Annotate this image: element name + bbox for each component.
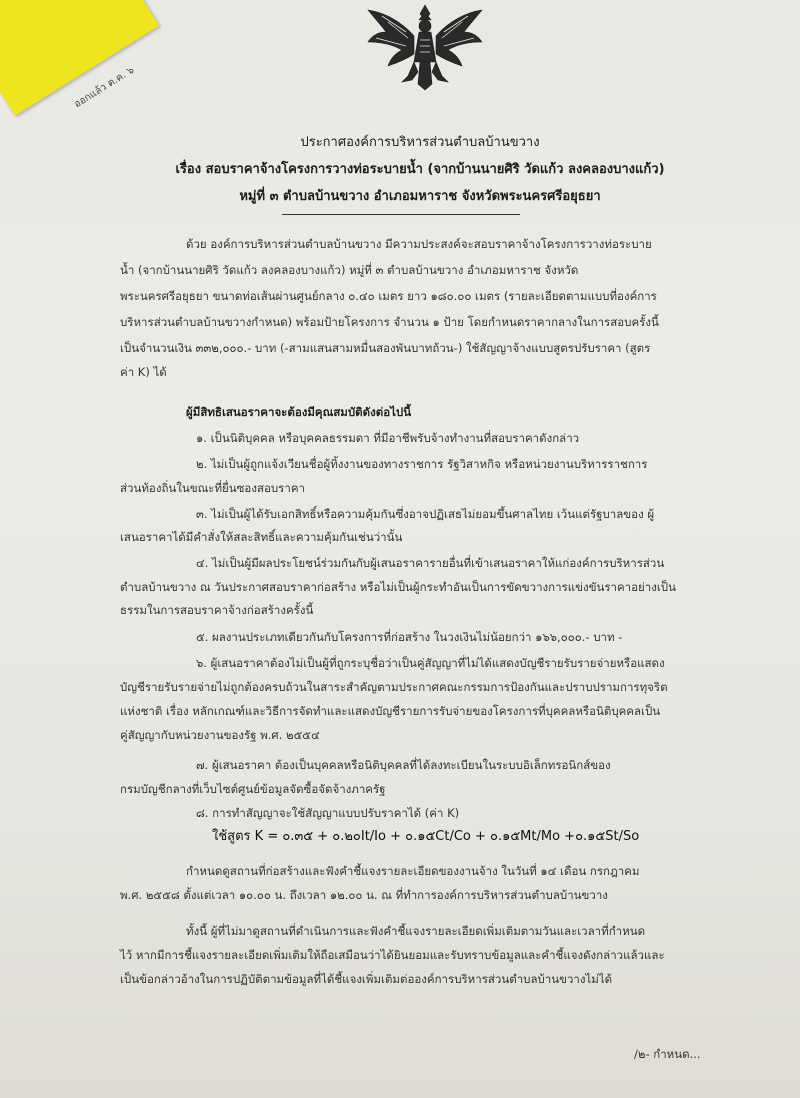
- intro-line: พระนครศรีอยุธยา ขนาดท่อเส้นผ่านศูนย์กลาง ๐.๔๐ เมตร ยาว ๑๘๐.๐๐ เมตร (รายละเอียดตามแบบที่องค์การ: [120, 289, 657, 303]
- announcement-location: หมู่ที่ ๓ ตำบลบ้านขวาง อำเภอมหาราช จังหวัดพระนครศรีอยุธยา: [239, 189, 601, 204]
- qualification-line: กรมบัญชีกลางที่เว็บไซต์ศูนย์ข้อมูลจัดซื้อจัดจ้างภาครัฐ: [120, 782, 386, 796]
- intro-line: เป็นจำนวนเงิน ๓๓๒,๐๐๐.- บาท (-สามแสนสามหมื่นสองพันบาทถ้วน-) ใช้สัญญาจ้างแบบสูตรปรับราคา (สูตร: [120, 341, 651, 355]
- sticky-note-text: ออกแล้ว ต.ค. ๖: [72, 64, 137, 111]
- qualification-line: ๑. เป็นนิติบุคคล หรือบุคคลธรรมดา ที่มีอาชีพรับจ้างทำงานที่สอบราคาดังกล่าว: [196, 431, 580, 445]
- announcement-title: ประกาศองค์การบริหารส่วนตำบลบ้านขวาง: [300, 135, 540, 150]
- page-continuation: /๒- กำหนด...: [634, 1047, 701, 1061]
- intro-line: ค่า K) ได้: [120, 365, 167, 379]
- notice-line: เป็นข้อกล่าวอ้างในการปฏิบัติตามข้อมูลที่ได้ชี้แจงเพิ่มเติมต่อองค์การบริหารส่วนตำบลบ้านขวางไม่ได้: [120, 972, 613, 986]
- qualifications-heading: ผู้มีสิทธิเสนอราคาจะต้องมีคุณสมบัติดังต่อไปนี้: [186, 405, 412, 419]
- qualification-line: ๖. ผู้เสนอราคาต้องไม่เป็นผู้ที่ถูกระบุชื่อว่าเป็นคู่สัญญาที่ไม่ได้แสดงบัญชีรายรับรายจ่ายหรือแสดง: [196, 656, 665, 670]
- notice-line: ทั้งนี้ ผู้ที่ไม่มาดูสถานที่ดำเนินการและฟังคำชี้แจงรายละเอียดเพิ่มเติมตามวันและเวลาที่กำหนด: [186, 924, 646, 938]
- announcement-subject: เรื่อง สอบราคาจ้างโครงการวางท่อระบายน้ำ (จากบ้านนายศิริ วัดแก้ว ลงคลองบางแก้ว): [175, 162, 665, 177]
- intro-line: ด้วย องค์การบริหารส่วนตำบลบ้านขวาง มีความประสงค์จะสอบราคาจ้างโครงการวางท่อระบาย: [186, 237, 652, 251]
- header-divider: [282, 214, 520, 215]
- schedule-line: พ.ศ. ๒๕๕๘ ตั้งแต่เวลา ๑๐.๐๐ น. ถึงเวลา ๑๒.๐๐ น. ณ ที่ทำการองค์การบริหารส่วนตำบลบ้านขวาง: [120, 888, 608, 902]
- qualification-line: ๕. ผลงานประเภทเดียวกันกับโครงการที่ก่อสร้าง ในวงเงินไม่น้อยกว่า ๑๖๖,๐๐๐.- บาท -: [196, 630, 623, 644]
- schedule-line: กำหนดดูสถานที่ก่อสร้างและฟังคำชี้แจงรายละเอียดของงานจ้าง ในวันที่ ๑๔ เดือน กรกฎาคม: [186, 864, 640, 878]
- garuda-emblem-icon: [362, 2, 488, 92]
- qualification-line: ส่วนท้องถิ่นในขณะที่ยื่นซองสอบราคา: [120, 481, 305, 495]
- qualification-line: ๓. ไม่เป็นผู้ได้รับเอกสิทธิ์หรือความคุ้มกันซึ่งอาจปฏิเสธไม่ยอมขึ้นศาลไทย เว้นแต่รัฐบาลของ ผู้: [196, 507, 655, 521]
- qualification-line: แห่งชาติ เรื่อง หลักเกณฑ์และวิธีการจัดทำและแสดงบัญชีรายการรับจ่ายของโครงการที่บุคคลหรือนิติบุคคลเป็น: [120, 704, 661, 718]
- qualification-line: ๗. ผู้เสนอราคา ต้องเป็นบุคคลหรือนิติบุคคลที่ได้ลงทะเบียนในระบบอิเล็กทรอนิกส์ของ: [196, 758, 611, 772]
- k-formula: ใช้สูตร K = ๐.๓๕ + ๐.๒๐It/Io + ๐.๑๕Ct/Co + ๐.๑๕Mt/Mo +๐.๑๕St/So: [212, 829, 640, 844]
- qualification-line: ๘. การทำสัญญาจะใช้สัญญาแบบปรับราคาได้ (ค่า K): [196, 806, 460, 820]
- intro-line: น้ำ (จากบ้านนายศิริ วัดแก้ว ลงคลองบางแก้ว) หมู่ที่ ๓ ตำบลบ้านขวาง อำเภอมหาราช จังหวัด: [120, 263, 579, 277]
- qualification-line: ธรรมในการสอบราคาจ้างก่อสร้างครั้งนี้: [120, 603, 314, 617]
- qualification-line: ๔. ไม่เป็นผู้มีผลประโยชน์ร่วมกันกับผู้เสนอราคารายอื่นที่เข้าเสนอราคาให้แก่องค์การบริหารส่วน: [196, 556, 665, 570]
- notice-line: ไว้ หากมีการชี้แจงรายละเอียดเพิ่มเติมให้ถือเสมือนว่าได้ยินยอมและรับทราบข้อมูลและคำชี้แจงดังกล่าวแล้วและ: [120, 948, 665, 962]
- qualification-line: ตำบลบ้านขวาง ณ วันประกาศสอบราคาก่อสร้าง หรือไม่เป็นผู้กระทำอันเป็นการขัดขวางการแข่งขันราคาอย่างเป็น: [120, 580, 676, 594]
- qualification-line: คู่สัญญากับหน่วยงานของรัฐ พ.ศ. ๒๕๕๔: [120, 728, 320, 742]
- qualification-line: ๒. ไม่เป็นผู้ถูกแจ้งเวียนชื่อผู้ทิ้งงานของทางราชการ รัฐวิสาหกิจ หรือหน่วยงานบริหารราชการ: [196, 457, 648, 471]
- qualification-line: บัญชีรายรับรายจ่ายไม่ถูกต้องครบถ้วนในสาระสำคัญตามประกาศคณะกรรมการป้องกันและปราบปรามการทุจริต: [120, 680, 668, 694]
- qualification-line: เสนอราคาได้มีคำสั่งให้สละสิทธิ์และความคุ้มกันเช่นว่านั้น: [120, 530, 403, 544]
- intro-line: บริหารส่วนตำบลบ้านขวางกำหนด) พร้อมป้ายโครงการ จำนวน ๑ ป้าย โดยกำหนดราคากลางในการสอบครั้งนี้: [120, 315, 659, 329]
